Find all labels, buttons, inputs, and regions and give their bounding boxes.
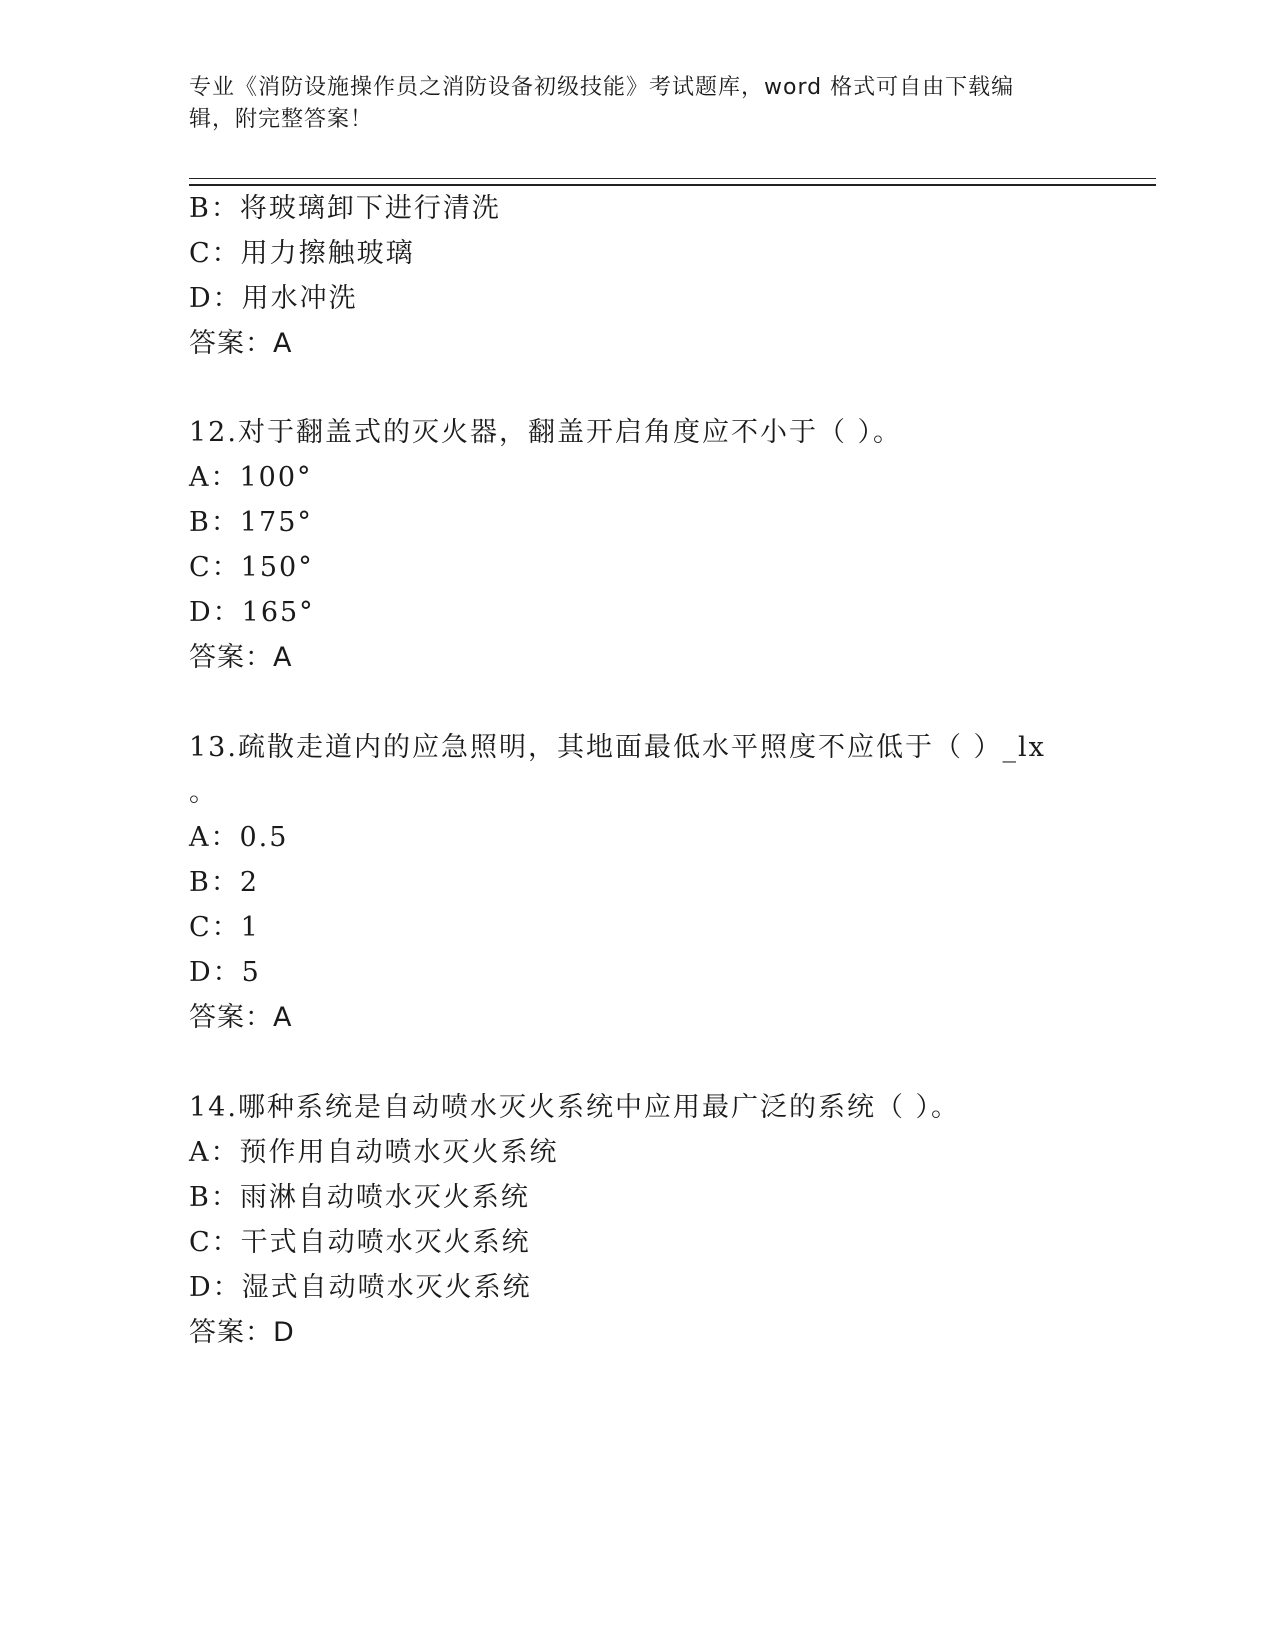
option-b: B：将玻璃卸下进行清洗 (189, 193, 501, 224)
option-c: C：用力擦触玻璃 (189, 238, 415, 269)
option-a: A：预作用自动喷水灭火系统 (189, 1137, 559, 1168)
option-b: B：2 (189, 867, 260, 898)
page-header (189, 72, 1089, 136)
header-line-1: 专业《消防设施操作员之消防设备初级技能》考试题库，word 格式可自由下载编 (189, 75, 1015, 100)
answer: 答案：A (189, 1002, 293, 1033)
answer: 答案：D (189, 1317, 295, 1348)
option-a: A：0.5 (189, 822, 289, 853)
option-c: C：150° (189, 552, 314, 583)
question-stem: 14.哪种系统是自动喷水灭火系统中应用最广泛的系统（ ）。 (189, 1092, 961, 1123)
question-stem-continued: 。 (189, 777, 218, 808)
option-d: D：用水冲洗 (189, 283, 358, 314)
option-b: B：175° (189, 507, 313, 538)
option-a: A：100° (189, 462, 313, 493)
option-d: D：165° (189, 597, 315, 628)
header-line-2: 辑，附完整答案！ (189, 107, 374, 132)
option-c: C：1 (189, 912, 260, 943)
question-stem: 12.对于翻盖式的灭火器，翻盖开启角度应不小于（ ）。 (189, 417, 903, 448)
option-d: D：湿式自动喷水灭火系统 (189, 1272, 532, 1303)
answer: 答案：A (189, 328, 293, 359)
option-b: B：雨淋自动喷水灭火系统 (189, 1182, 530, 1213)
option-d: D：5 (189, 957, 261, 988)
option-c: C：干式自动喷水灭火系统 (189, 1227, 531, 1258)
question-stem: 13.疏散走道内的应急照明，其地面最低水平照度不应低于（ ）_lx (189, 732, 1046, 763)
header-divider (189, 178, 1156, 186)
answer: 答案：A (189, 642, 293, 673)
